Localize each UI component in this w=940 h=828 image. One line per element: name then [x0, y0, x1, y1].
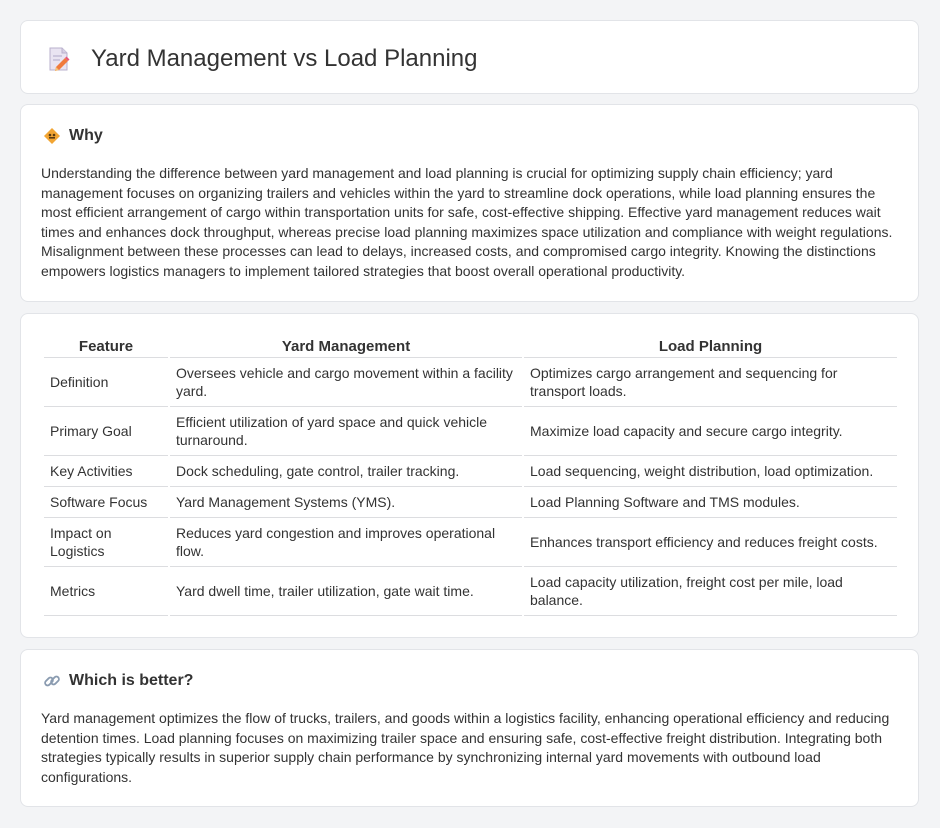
- cell-yard: Reduces yard congestion and improves operational flow.: [170, 518, 522, 567]
- header-feature: Feature: [44, 334, 168, 358]
- title-card: [20, 20, 919, 94]
- cell-load: Load sequencing, weight distribution, load optimization.: [524, 456, 897, 487]
- warning-sign-icon: [43, 127, 61, 145]
- cell-load: Enhances transport efficiency and reduces freight costs.: [524, 518, 897, 567]
- cell-feature: Impact on Logistics: [44, 518, 168, 567]
- table-header-row: [44, 334, 897, 358]
- better-text: Yard management optimizes the flow of trucks, trailers, and goods within a logistics facility, enhancing operational efficiency and reducing detention times. Load planning focuses on maximizing trailer space and ensuring safe, cost-effective freight distribution. Integrating both strategies typically results in superior supply chain performance by synchronizing internal yard movements with outbound load configurations.: [41, 710, 890, 785]
- cell-feature: Key Activities: [44, 456, 168, 487]
- table-row: [44, 487, 897, 518]
- cell-yard: Efficient utilization of yard space and quick vehicle turnaround.: [170, 407, 522, 456]
- cell-load: Load Planning Software and TMS modules.: [524, 487, 897, 518]
- table-row: [44, 407, 897, 456]
- cell-yard: Yard Management Systems (YMS).: [170, 487, 522, 518]
- comparison-card: [20, 313, 919, 638]
- cell-yard: Yard dwell time, trailer utilization, gate wait time.: [170, 567, 522, 616]
- document-pencil-icon: [47, 46, 71, 72]
- table-row: [44, 456, 897, 487]
- why-heading: Why: [69, 127, 103, 144]
- better-heading: Which is better?: [69, 672, 194, 689]
- cell-feature: Definition: [44, 358, 168, 407]
- cell-feature: Software Focus: [44, 487, 168, 518]
- cell-yard: Dock scheduling, gate control, trailer tracking.: [170, 456, 522, 487]
- header-load-planning: Load Planning: [524, 334, 897, 358]
- why-section: [20, 104, 919, 302]
- header-yard-management: Yard Management: [170, 334, 522, 358]
- table-row: [44, 567, 897, 616]
- page-title: Yard Management vs Load Planning: [91, 45, 478, 72]
- cell-load: Optimizes cargo arrangement and sequencing for transport loads.: [524, 358, 897, 407]
- cell-feature: Metrics: [44, 567, 168, 616]
- cell-feature: Primary Goal: [44, 407, 168, 456]
- table-row: [44, 358, 897, 407]
- link-icon: [43, 672, 61, 690]
- table-row: [44, 518, 897, 567]
- comparison-table: [42, 334, 899, 616]
- cell-yard: Oversees vehicle and cargo movement within a facility yard.: [170, 358, 522, 407]
- cell-load: Load capacity utilization, freight cost per mile, load balance.: [524, 567, 897, 616]
- why-text: Understanding the difference between yard management and load planning is crucial for optimizing supply chain efficiency; yard management focuses on organizing trailers and vehicles within the yard to streamline dock operations, while load planning ensures the most efficient arrangement of cargo within transportation units for safe, cost-effective shipping. Effective yard management reduces wait times and enhances dock throughput, whereas precise load planning maximizes space utilization and compliance with weight regulations. Misalignment between these processes can lead to delays, increased costs, and compromised cargo integrity. Knowing the distinctions empowers logistics managers to implement tailored strategies that boost overall operational productivity.: [41, 165, 893, 279]
- cell-load: Maximize load capacity and secure cargo integrity.: [524, 407, 897, 456]
- which-is-better-section: [20, 649, 919, 807]
